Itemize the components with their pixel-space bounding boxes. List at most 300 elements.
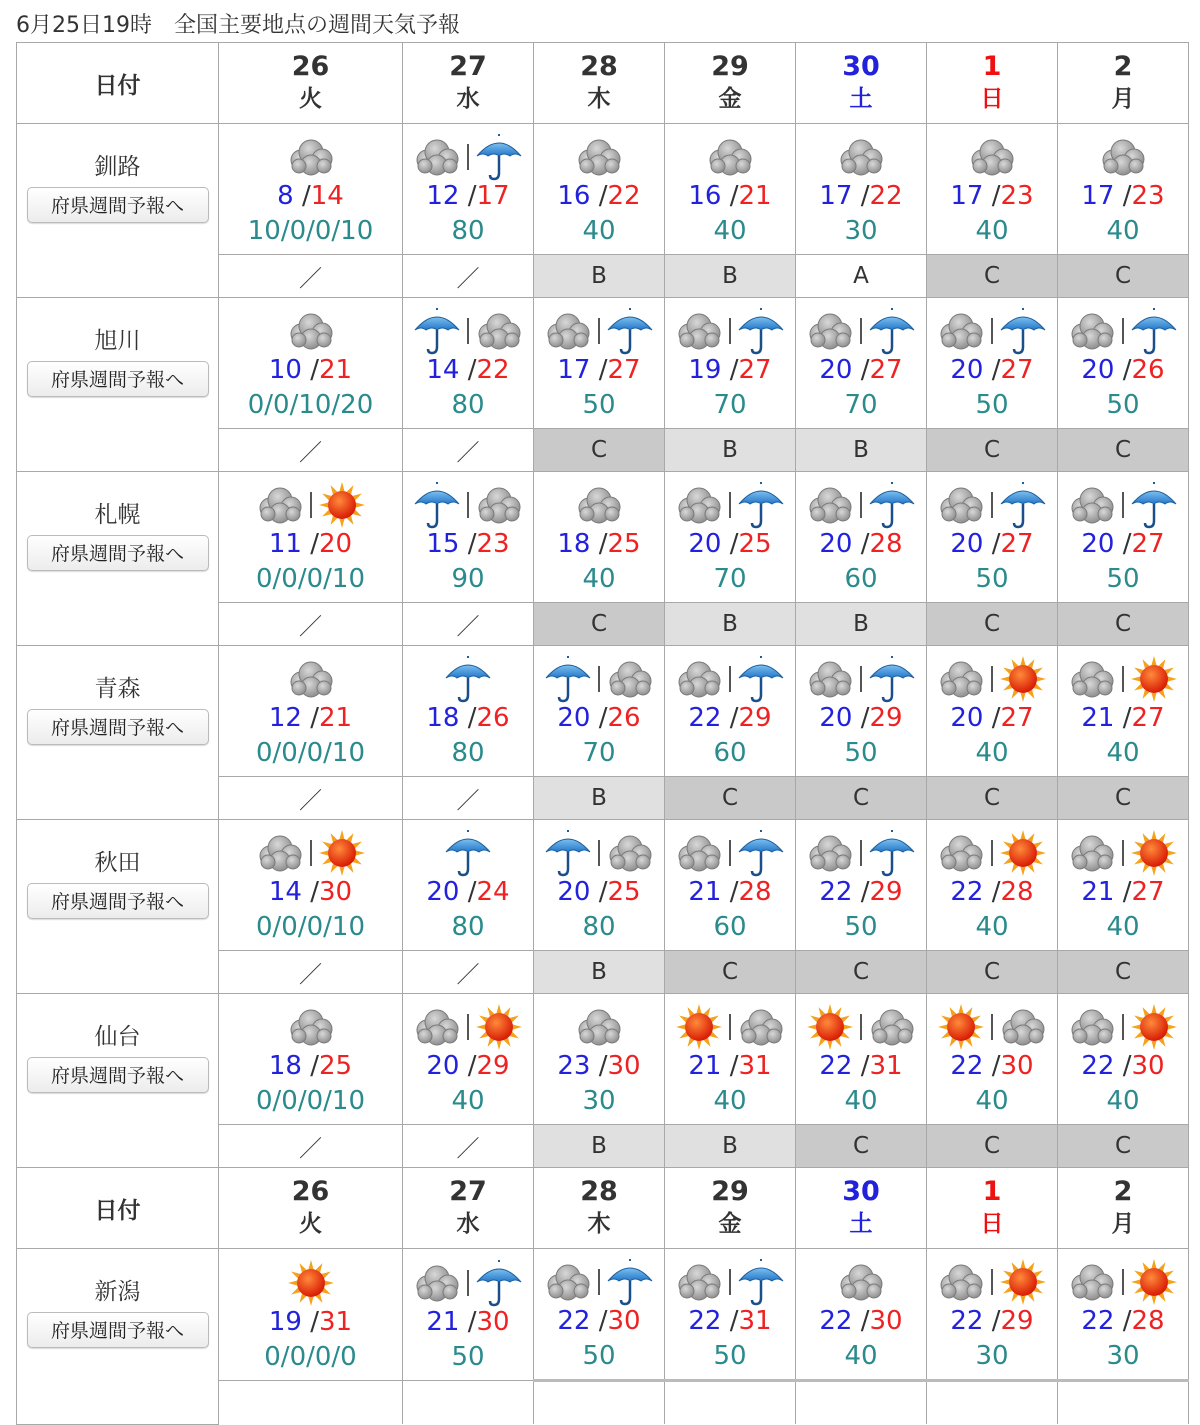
reliability-none: ／ — [456, 787, 480, 814]
day-forecast-cell — [927, 646, 1058, 777]
temperature — [1058, 529, 1188, 559]
date-header-cell — [665, 1168, 796, 1249]
temperature — [796, 703, 926, 733]
temperature — [219, 1051, 402, 1081]
temp-separator: / — [590, 355, 608, 385]
rain-umbrella-icon — [542, 828, 594, 878]
pop-value: 60 — [713, 738, 747, 768]
reliability-cell — [665, 603, 796, 646]
precipitation-probability — [403, 385, 533, 425]
precipitation-probability — [665, 211, 795, 251]
cloudy-icon — [473, 480, 525, 530]
date-number: 28 — [580, 1176, 618, 1207]
precipitation-probability — [219, 733, 402, 773]
max-temp: 27 — [869, 355, 903, 385]
temp-separator: / — [1114, 181, 1132, 211]
rain-umbrella-icon — [866, 480, 918, 530]
pop-value: 70 — [713, 564, 747, 594]
temperature — [403, 355, 533, 385]
date-number: 1 — [982, 1176, 1002, 1207]
date-number: 29 — [711, 51, 749, 82]
min-temp: 22 — [688, 1306, 722, 1336]
day-of-week: 日 — [980, 1211, 1004, 1237]
precipitation-probability — [219, 1081, 402, 1121]
weather-icons — [665, 997, 795, 1057]
day-forecast-cell — [403, 1249, 534, 1381]
max-temp: 30 — [1000, 1051, 1034, 1081]
date-header-cell — [927, 1168, 1058, 1249]
reliability-none: ／ — [299, 1135, 322, 1162]
city-cell — [17, 298, 219, 472]
precipitation-probability — [403, 1081, 533, 1121]
reliability-grade: C — [1114, 263, 1132, 289]
rain-umbrella-icon — [604, 306, 656, 356]
cloudy-icon — [411, 1258, 463, 1308]
pop-value: 40 — [975, 738, 1009, 768]
cloudy-icon — [411, 132, 463, 182]
weather-icons — [665, 127, 795, 187]
reliability-grade: B — [853, 437, 869, 463]
min-temp: 15 — [426, 529, 460, 559]
weather-icons — [927, 475, 1057, 535]
temperature — [219, 877, 402, 907]
weather-icons — [1058, 301, 1188, 361]
temp-separator: / — [852, 1051, 870, 1081]
min-temp: 19 — [268, 1306, 302, 1337]
min-temp: 21 — [688, 1051, 722, 1081]
icon-separator — [310, 492, 312, 518]
temperature — [665, 1051, 795, 1081]
reliability-grade: C — [983, 785, 1001, 811]
reliability-cell — [927, 603, 1058, 646]
min-temp: 20 — [557, 703, 591, 733]
reliability-cell — [796, 255, 927, 298]
weather-icons — [1058, 649, 1188, 709]
day-forecast-cell — [403, 646, 534, 777]
day-of-week: 日 — [980, 86, 1004, 112]
min-temp: 21 — [688, 877, 722, 907]
day-forecast-cell — [927, 298, 1058, 429]
cloudy-icon — [966, 132, 1018, 182]
sunny-icon — [997, 1257, 1049, 1307]
min-temp: 22 — [1081, 1306, 1115, 1336]
temp-separator: / — [983, 529, 1001, 559]
day-of-week: 土 — [849, 1211, 873, 1237]
weather-icons — [403, 997, 533, 1057]
weather-icons — [1058, 1252, 1188, 1312]
reliability-grade: B — [591, 785, 607, 811]
reliability-cell — [665, 429, 796, 472]
min-temp: 22 — [688, 703, 722, 733]
day-of-week: 木 — [587, 1211, 611, 1237]
temperature — [534, 529, 664, 559]
cloudy-icon — [835, 1257, 887, 1307]
date-label: 日付 — [94, 1197, 141, 1224]
min-temp: 8 — [277, 181, 294, 211]
pop-value: 50 — [1106, 564, 1140, 594]
cloudy-icon — [542, 306, 594, 356]
min-temp: 18 — [426, 703, 460, 733]
prefecture-forecast-button[interactable]: 府県週間予報へ — [27, 187, 209, 223]
temp-separator: / — [301, 703, 320, 733]
max-temp: 31 — [869, 1051, 903, 1081]
max-temp: 25 — [607, 877, 641, 907]
temp-separator: / — [459, 877, 477, 907]
reliability-grade: C — [1114, 437, 1132, 463]
day-forecast-cell — [927, 472, 1058, 603]
max-temp: 25 — [607, 529, 641, 559]
rain-umbrella-icon — [411, 480, 463, 530]
city-name: 旭川 — [94, 328, 141, 354]
temp-separator: / — [1114, 1306, 1132, 1336]
date-header-cell — [796, 1168, 927, 1249]
date-number: 2 — [1113, 1176, 1133, 1207]
temp-separator: / — [852, 703, 870, 733]
prefecture-forecast-button[interactable]: 府県週間予報へ — [27, 1312, 209, 1348]
day-forecast-cell — [665, 298, 796, 429]
day-forecast-cell — [665, 1249, 796, 1381]
cloudy-icon — [804, 306, 856, 356]
reliability-none: ／ — [299, 439, 322, 466]
city-name: 青森 — [94, 676, 141, 702]
max-temp: 27 — [1000, 355, 1034, 385]
rain-umbrella-icon — [735, 1257, 787, 1307]
pop-value: 40 — [451, 1086, 485, 1116]
cloudy-icon — [997, 1002, 1049, 1052]
rain-umbrella-icon — [411, 306, 463, 356]
sunny-icon — [316, 828, 368, 878]
rain-umbrella-icon — [997, 480, 1049, 530]
weather-icons — [403, 475, 533, 535]
reliability-none: ／ — [456, 613, 480, 640]
temp-separator: / — [983, 1306, 1001, 1336]
pop-value: 70 — [844, 390, 878, 420]
precipitation-probability — [1058, 907, 1188, 947]
min-temp: 22 — [1081, 1051, 1115, 1081]
temp-separator: / — [721, 703, 739, 733]
prefecture-forecast-button[interactable]: 府県週間予報へ — [27, 535, 209, 571]
reliability-grade: C — [983, 611, 1001, 637]
cloudy-icon — [1066, 480, 1118, 530]
reliability-cell — [219, 1381, 403, 1425]
prefecture-forecast-button[interactable]: 府県週間予報へ — [27, 709, 209, 745]
temp-separator: / — [590, 703, 608, 733]
max-temp: 25 — [319, 1051, 353, 1081]
reliability-grade: B — [722, 263, 738, 289]
reliability-cell — [665, 777, 796, 820]
cloudy-icon — [935, 654, 987, 704]
min-temp: 20 — [950, 529, 984, 559]
weather-icons — [403, 127, 533, 187]
day-forecast-cell — [1058, 994, 1189, 1125]
reliability-cell — [665, 1125, 796, 1168]
max-temp: 27 — [1000, 703, 1034, 733]
temp-separator: / — [301, 355, 320, 385]
icon-separator — [991, 1269, 993, 1295]
precipitation-probability — [665, 559, 795, 599]
reliability-cell — [1058, 603, 1189, 646]
min-temp: 16 — [557, 181, 591, 211]
min-temp: 17 — [950, 181, 984, 211]
reliability-cell — [796, 951, 927, 994]
min-temp: 20 — [1081, 355, 1115, 385]
city-cell — [17, 1249, 219, 1425]
temp-separator: / — [1114, 877, 1132, 907]
reliability-cell — [534, 603, 665, 646]
pop-value: 40 — [844, 1341, 878, 1371]
reliability-cell — [1058, 777, 1189, 820]
temp-separator: / — [983, 877, 1001, 907]
precipitation-probability — [927, 1081, 1057, 1121]
min-temp: 22 — [819, 1051, 853, 1081]
reliability-grade: C — [852, 1133, 870, 1159]
sunny-icon — [1128, 828, 1180, 878]
pop-value: 80 — [451, 216, 485, 246]
day-forecast-cell — [403, 994, 534, 1125]
reliability-none: ／ — [299, 613, 322, 640]
reliability-cell — [219, 777, 403, 820]
rain-umbrella-icon — [473, 132, 525, 182]
day-forecast-cell — [534, 820, 665, 951]
cloudy-icon — [542, 1257, 594, 1307]
temp-separator: / — [301, 1306, 320, 1337]
icon-separator — [860, 318, 862, 344]
temp-separator: / — [459, 529, 477, 559]
min-temp: 14 — [426, 355, 460, 385]
temperature — [534, 181, 664, 211]
city-name: 釧路 — [94, 154, 141, 180]
pop-value: 40 — [975, 216, 1009, 246]
day-forecast-cell — [927, 994, 1058, 1125]
weather-icons — [665, 649, 795, 709]
precipitation-probability — [403, 907, 533, 947]
temp-separator: / — [852, 529, 870, 559]
cloudy-icon — [573, 480, 625, 530]
prefecture-forecast-button[interactable]: 府県週間予報へ — [27, 1057, 209, 1093]
date-header-cell — [665, 43, 796, 124]
reliability-cell — [796, 429, 927, 472]
reliability-grade: C — [983, 959, 1001, 985]
cloudy-icon — [285, 132, 337, 182]
precipitation-probability — [927, 733, 1057, 773]
date-number: 29 — [711, 1176, 749, 1207]
reliability-none: ／ — [456, 439, 480, 466]
pop-value: 80 — [451, 390, 485, 420]
day-forecast-cell — [796, 124, 927, 255]
pop-value: 0/0/0/10 — [256, 912, 365, 942]
date-header-cell — [403, 1168, 534, 1249]
prefecture-forecast-button[interactable]: 府県週間予報へ — [27, 883, 209, 919]
cloudy-icon — [1066, 1002, 1118, 1052]
prefecture-forecast-button[interactable]: 府県週間予報へ — [27, 361, 209, 397]
max-temp: 23 — [476, 529, 510, 559]
temp-separator: / — [301, 529, 320, 559]
precipitation-probability — [796, 211, 926, 251]
temp-separator: / — [983, 355, 1001, 385]
weather-icons — [403, 649, 533, 709]
temp-separator: / — [459, 1306, 477, 1337]
sunny-icon — [935, 1002, 987, 1052]
max-temp: 30 — [607, 1306, 641, 1336]
cloudy-icon — [835, 132, 887, 182]
cloudy-icon — [604, 654, 656, 704]
precipitation-probability — [927, 907, 1057, 947]
reliability-cell — [927, 255, 1058, 298]
day-forecast-cell — [1058, 820, 1189, 951]
city-cell — [17, 472, 219, 646]
reliability-cell — [796, 777, 927, 820]
date-number: 26 — [291, 1176, 330, 1207]
cloudy-icon — [411, 1002, 463, 1052]
pop-value: 40 — [975, 1086, 1009, 1116]
weather-icons — [927, 301, 1057, 361]
pop-value: 50 — [713, 1341, 747, 1371]
weather-icons — [534, 127, 664, 187]
reliability-grade: C — [1114, 611, 1132, 637]
pop-value: 50 — [975, 390, 1009, 420]
max-temp: 27 — [738, 355, 772, 385]
weather-icons — [927, 997, 1057, 1057]
day-forecast-cell — [219, 298, 403, 429]
temperature — [1058, 181, 1188, 211]
min-temp: 14 — [268, 877, 302, 907]
temp-separator: / — [721, 1051, 739, 1081]
reliability-cell — [219, 255, 403, 298]
icon-separator — [598, 666, 600, 692]
pop-value: 0/0/10/20 — [247, 390, 374, 420]
weather-icons — [927, 649, 1057, 709]
weather-icons — [1058, 475, 1188, 535]
weather-icons — [403, 1253, 533, 1313]
icon-separator — [467, 492, 469, 518]
temperature — [665, 181, 795, 211]
weekly-forecast-table — [16, 42, 1189, 1425]
weather-icons — [219, 475, 402, 535]
min-temp: 21 — [426, 1306, 460, 1337]
reliability-grade: C — [1114, 959, 1132, 985]
day-forecast-cell — [219, 646, 403, 777]
temperature — [665, 1306, 795, 1336]
max-temp: 26 — [476, 703, 510, 733]
cloudy-icon — [804, 828, 856, 878]
city-forecast-row — [17, 298, 1189, 429]
reliability-cell — [927, 1125, 1058, 1168]
weather-icons — [796, 997, 926, 1057]
precipitation-probability — [219, 559, 402, 599]
day-forecast-cell — [403, 820, 534, 951]
min-temp: 22 — [950, 1051, 984, 1081]
max-temp: 30 — [1131, 1051, 1165, 1081]
reliability-none: ／ — [299, 265, 322, 292]
cloudy-icon — [604, 828, 656, 878]
weather-icons — [219, 127, 402, 187]
day-forecast-cell — [403, 124, 534, 255]
icon-separator — [860, 666, 862, 692]
reliability-cell — [403, 603, 534, 646]
pop-value: 50 — [844, 912, 878, 942]
day-forecast-cell — [796, 298, 927, 429]
icon-separator — [729, 840, 731, 866]
precipitation-probability — [219, 907, 402, 947]
weather-icons — [796, 1252, 926, 1312]
pop-value: 40 — [713, 1086, 747, 1116]
max-temp: 27 — [1131, 529, 1165, 559]
icon-separator — [991, 666, 993, 692]
day-of-week: 金 — [718, 1211, 742, 1237]
min-temp: 23 — [557, 1051, 591, 1081]
day-forecast-cell — [665, 646, 796, 777]
reliability-grade: B — [722, 437, 738, 463]
max-temp: 29 — [869, 877, 903, 907]
rain-umbrella-icon — [1128, 306, 1180, 356]
icon-separator — [729, 492, 731, 518]
temp-separator: / — [721, 877, 739, 907]
min-temp: 17 — [1081, 181, 1115, 211]
temperature — [219, 1307, 402, 1337]
pop-value: 40 — [582, 216, 616, 246]
date-header-cell — [219, 43, 403, 124]
reliability-cell — [796, 603, 927, 646]
pop-value: 80 — [582, 912, 616, 942]
max-temp: 30 — [319, 877, 353, 907]
day-forecast-cell — [927, 124, 1058, 255]
icon-separator — [467, 144, 469, 170]
temperature — [403, 703, 533, 733]
rain-umbrella-icon — [997, 306, 1049, 356]
pop-value: 40 — [844, 1086, 878, 1116]
reliability-cell — [403, 951, 534, 994]
city-cell — [17, 820, 219, 994]
reliability-cell — [219, 1125, 403, 1168]
min-temp: 20 — [688, 529, 722, 559]
max-temp: 22 — [607, 181, 641, 211]
precipitation-probability — [927, 1336, 1057, 1376]
date-number: 30 — [842, 51, 880, 82]
rain-umbrella-icon — [442, 828, 494, 878]
icon-separator — [310, 840, 312, 866]
max-temp: 31 — [738, 1306, 772, 1336]
weather-icons — [796, 301, 926, 361]
rain-umbrella-icon — [866, 828, 918, 878]
temp-separator: / — [1114, 355, 1132, 385]
reliability-grade: B — [722, 1133, 738, 1159]
temp-separator: / — [983, 181, 1001, 211]
temperature — [796, 1306, 926, 1336]
cloudy-icon — [285, 654, 337, 704]
weather-icons — [403, 301, 533, 361]
min-temp: 18 — [268, 1051, 302, 1081]
max-temp: 28 — [1000, 877, 1034, 907]
min-temp: 22 — [819, 1306, 853, 1336]
weather-icons — [403, 823, 533, 883]
pop-value: 30 — [975, 1341, 1009, 1371]
weather-icons — [534, 649, 664, 709]
max-temp: 23 — [1131, 181, 1165, 211]
pop-value: 70 — [582, 738, 616, 768]
cloudy-icon — [804, 654, 856, 704]
pop-value: 40 — [713, 216, 747, 246]
day-forecast-cell — [927, 820, 1058, 951]
city-forecast-row — [17, 472, 1189, 603]
precipitation-probability — [403, 559, 533, 599]
temperature — [927, 355, 1057, 385]
rain-umbrella-icon — [604, 1257, 656, 1307]
rain-umbrella-icon — [735, 480, 787, 530]
reliability-grade: C — [983, 1133, 1001, 1159]
icon-separator — [729, 1269, 731, 1295]
pop-value: 0/0/0/10 — [256, 738, 365, 768]
temperature — [927, 181, 1057, 211]
